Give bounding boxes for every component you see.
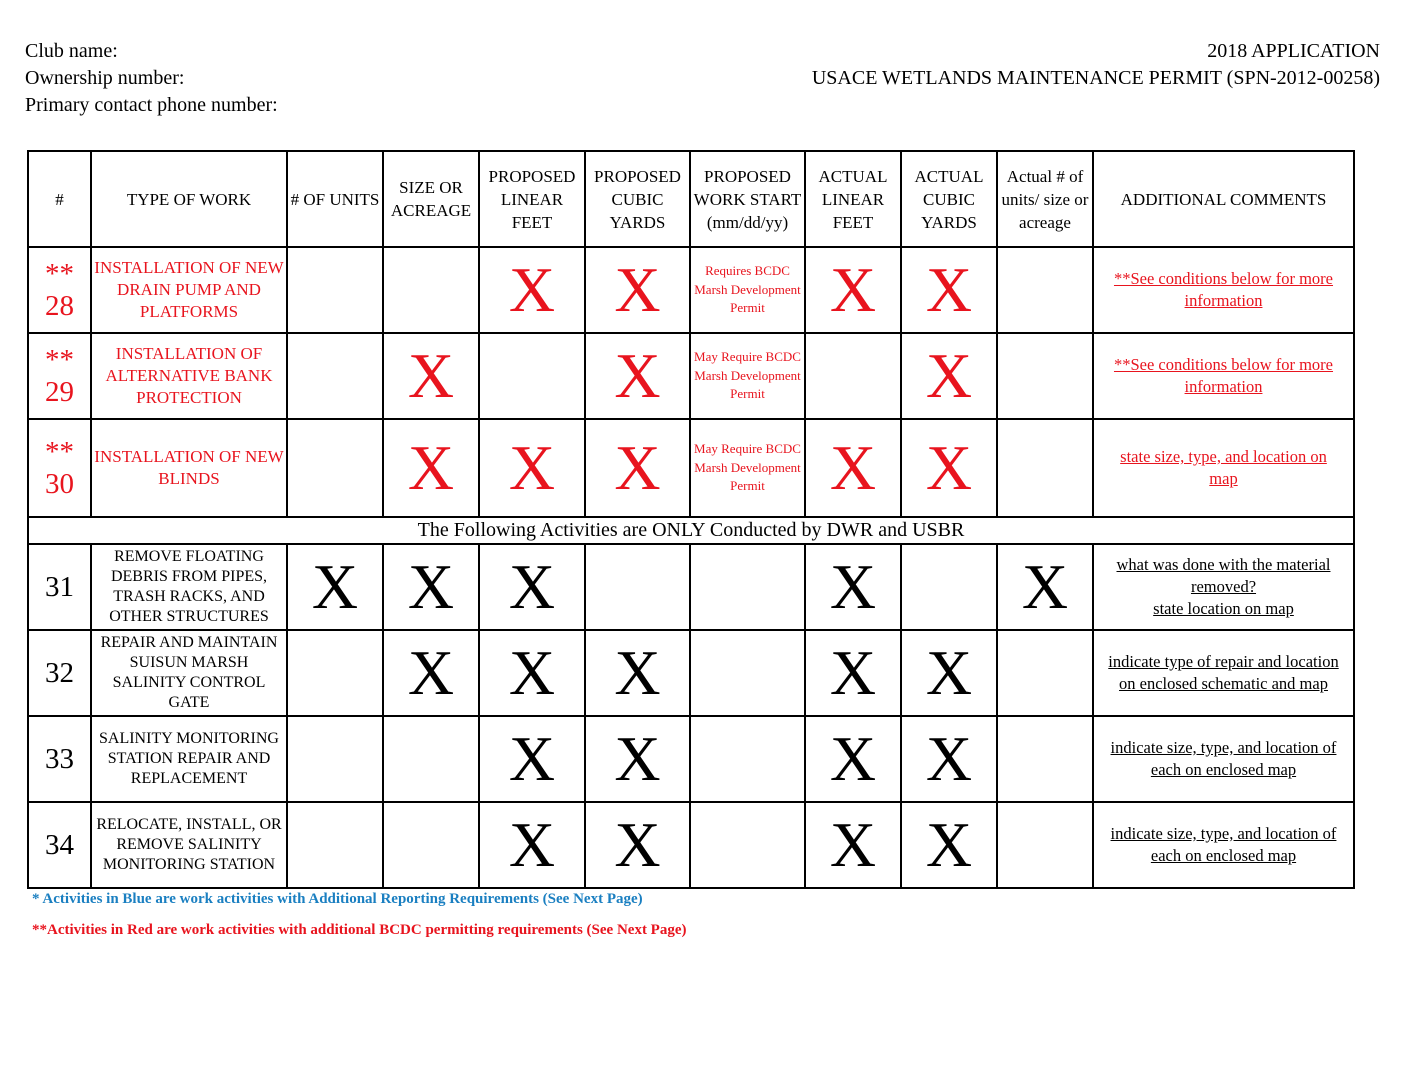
work-type: SALINITY MONITORING STATION REPAIR AND REPLACEMENT [91, 716, 287, 802]
proposed-cubic-mark: X [585, 333, 690, 419]
proposed-start-cell[interactable] [690, 544, 805, 630]
table-row [28, 630, 1354, 716]
comment-line: state size, type, and location on [1120, 447, 1327, 466]
units-cell[interactable] [287, 419, 383, 517]
units-cell[interactable] [287, 802, 383, 888]
proposed-start-cell[interactable] [690, 802, 805, 888]
col-header-number: # [28, 151, 91, 247]
units-mark: X [287, 544, 383, 630]
proposed-start-permit-note: May Require BCDC Marsh Development Permit [690, 419, 805, 517]
header-row [28, 151, 1354, 247]
section-divider-row [28, 517, 1354, 544]
bcdc-marker: ** [45, 436, 74, 468]
phone-number-label: Primary contact phone number: [25, 94, 278, 116]
proposed-linear-mark: X [479, 544, 585, 630]
units-cell[interactable] [287, 247, 383, 333]
work-activities-table [27, 150, 1355, 889]
proposed-linear-mark: X [479, 419, 585, 517]
col-header-type: TYPE OF WORK [91, 151, 287, 247]
actual-cubic-mark: X [901, 333, 997, 419]
col-header-proposed-linear: PROPOSED LINEAR FEET [479, 151, 585, 247]
actual-linear-cell[interactable] [805, 333, 901, 419]
footnote-red-activities: **Activities in Red are work activities with additional BCDC permitting requirements (See Next Page) [32, 922, 687, 938]
permit-title: USACE WETLANDS MAINTENANCE PERMIT (SPN-2012-00258) [811, 67, 1380, 89]
comment-line: information [1184, 377, 1263, 396]
applicant-info [25, 38, 278, 119]
comment-line: what was done with the material [1116, 555, 1331, 574]
comment-line: indicate type of repair and location [1108, 652, 1339, 671]
actual-units-cell[interactable] [997, 716, 1093, 802]
proposed-linear-mark: X [479, 630, 585, 716]
actual-cubic-cell[interactable] [901, 544, 997, 630]
units-cell[interactable] [287, 333, 383, 419]
size-mark: X [383, 544, 479, 630]
comment-cell [1093, 802, 1354, 888]
document-title [812, 38, 1380, 92]
row-number-value: 30 [45, 468, 74, 500]
comment-line: state location on map [1153, 599, 1294, 618]
actual-cubic-mark: X [901, 419, 997, 517]
actual-cubic-mark: X [901, 247, 997, 333]
comment-line: each on enclosed map [1150, 846, 1297, 865]
row-number-value: 28 [45, 290, 74, 322]
table-row [28, 716, 1354, 802]
row-number: 33 [28, 716, 91, 802]
work-type: INSTALLATION OF ALTERNATIVE BANK PROTECTION [91, 333, 287, 419]
col-header-actual-cubic: ACTUAL CUBIC YARDS [901, 151, 997, 247]
proposed-linear-mark: X [479, 247, 585, 333]
table-row [28, 544, 1354, 630]
col-header-proposed-start: PROPOSED WORK START (mm/dd/yy) [690, 151, 805, 247]
proposed-linear-cell[interactable] [479, 333, 585, 419]
application-year: 2018 APPLICATION [1207, 40, 1380, 62]
units-cell[interactable] [287, 630, 383, 716]
comment-line: indicate size, type, and location of [1110, 824, 1337, 843]
actual-linear-mark: X [805, 716, 901, 802]
comment-line: removed? [1190, 577, 1257, 596]
row-number: 32 [28, 630, 91, 716]
row-number: 34 [28, 802, 91, 888]
comment-line: on enclosed schematic and map [1119, 674, 1328, 693]
comment-line: information [1184, 291, 1263, 310]
bcdc-marker: ** [45, 344, 74, 376]
row-number [28, 419, 91, 517]
row-number [28, 333, 91, 419]
actual-units-cell[interactable] [997, 247, 1093, 333]
size-cell[interactable] [383, 247, 479, 333]
actual-linear-mark: X [805, 419, 901, 517]
comment-line: **See conditions below for more [1113, 269, 1334, 288]
row-number [28, 247, 91, 333]
table-row [28, 333, 1354, 419]
work-type: RELOCATE, INSTALL, OR REMOVE SALINITY MONITORING STATION [91, 802, 287, 888]
comment-line: map [1209, 469, 1238, 488]
work-type: INSTALLATION OF NEW DRAIN PUMP AND PLATFORMS [91, 247, 287, 333]
comment-cell [1093, 630, 1354, 716]
ownership-number-label: Ownership number: [25, 67, 185, 89]
proposed-start-cell[interactable] [690, 630, 805, 716]
proposed-start-cell[interactable] [690, 716, 805, 802]
col-header-proposed-cubic: PROPOSED CUBIC YARDS [585, 151, 690, 247]
proposed-cubic-mark: X [585, 802, 690, 888]
actual-units-cell[interactable] [997, 419, 1093, 517]
actual-cubic-mark: X [901, 802, 997, 888]
table-row [28, 247, 1354, 333]
proposed-cubic-mark: X [585, 630, 690, 716]
actual-linear-mark: X [805, 630, 901, 716]
comment-cell [1093, 716, 1354, 802]
proposed-start-permit-note: May Require BCDC Marsh Development Permit [690, 333, 805, 419]
comment-line: indicate size, type, and location of [1110, 738, 1337, 757]
actual-units-cell[interactable] [997, 802, 1093, 888]
comment-cell [1093, 419, 1354, 517]
col-header-units: # OF UNITS [287, 151, 383, 247]
comment-line: each on enclosed map [1150, 760, 1297, 779]
col-header-size: SIZE OR ACREAGE [383, 151, 479, 247]
actual-linear-mark: X [805, 802, 901, 888]
comment-cell [1093, 544, 1354, 630]
proposed-cubic-mark: X [585, 716, 690, 802]
size-cell[interactable] [383, 802, 479, 888]
table-row [28, 802, 1354, 888]
row-number-value: 29 [45, 376, 74, 408]
comment-cell [1093, 247, 1354, 333]
row-number: 31 [28, 544, 91, 630]
proposed-linear-mark: X [479, 716, 585, 802]
actual-units-mark: X [997, 544, 1093, 630]
section-note: The Following Activities are ONLY Conducted by DWR and USBR [28, 517, 1354, 544]
size-mark: X [383, 419, 479, 517]
bcdc-marker: ** [45, 258, 74, 290]
actual-units-cell[interactable] [997, 630, 1093, 716]
proposed-cubic-mark: X [585, 419, 690, 517]
table-row [28, 419, 1354, 517]
units-cell[interactable] [287, 716, 383, 802]
actual-cubic-mark: X [901, 630, 997, 716]
actual-cubic-mark: X [901, 716, 997, 802]
proposed-cubic-mark: X [585, 247, 690, 333]
col-header-comments: ADDITIONAL COMMENTS [1093, 151, 1354, 247]
footnote-blue-activities: * Activities in Blue are work activities with Additional Reporting Requirements (See Next Page) [32, 891, 643, 907]
work-type: INSTALLATION OF NEW BLINDS [91, 419, 287, 517]
comment-cell [1093, 333, 1354, 419]
work-type: REPAIR AND MAINTAIN SUISUN MARSH SALINITY CONTROL GATE [91, 630, 287, 716]
proposed-start-permit-note: Requires BCDC Marsh Development Permit [690, 247, 805, 333]
actual-units-cell[interactable] [997, 333, 1093, 419]
club-name-label: Club name: [25, 40, 118, 62]
size-cell[interactable] [383, 716, 479, 802]
actual-linear-mark: X [805, 247, 901, 333]
actual-linear-mark: X [805, 544, 901, 630]
comment-line: **See conditions below for more [1113, 355, 1334, 374]
work-type: REMOVE FLOATING DEBRIS FROM PIPES, TRASH RACKS, AND OTHER STRUCTURES [91, 544, 287, 630]
col-header-actual-units: Actual # of units/ size or acreage [997, 151, 1093, 247]
size-mark: X [383, 333, 479, 419]
proposed-cubic-cell[interactable] [585, 544, 690, 630]
size-mark: X [383, 630, 479, 716]
proposed-linear-mark: X [479, 802, 585, 888]
col-header-actual-linear: ACTUAL LINEAR FEET [805, 151, 901, 247]
